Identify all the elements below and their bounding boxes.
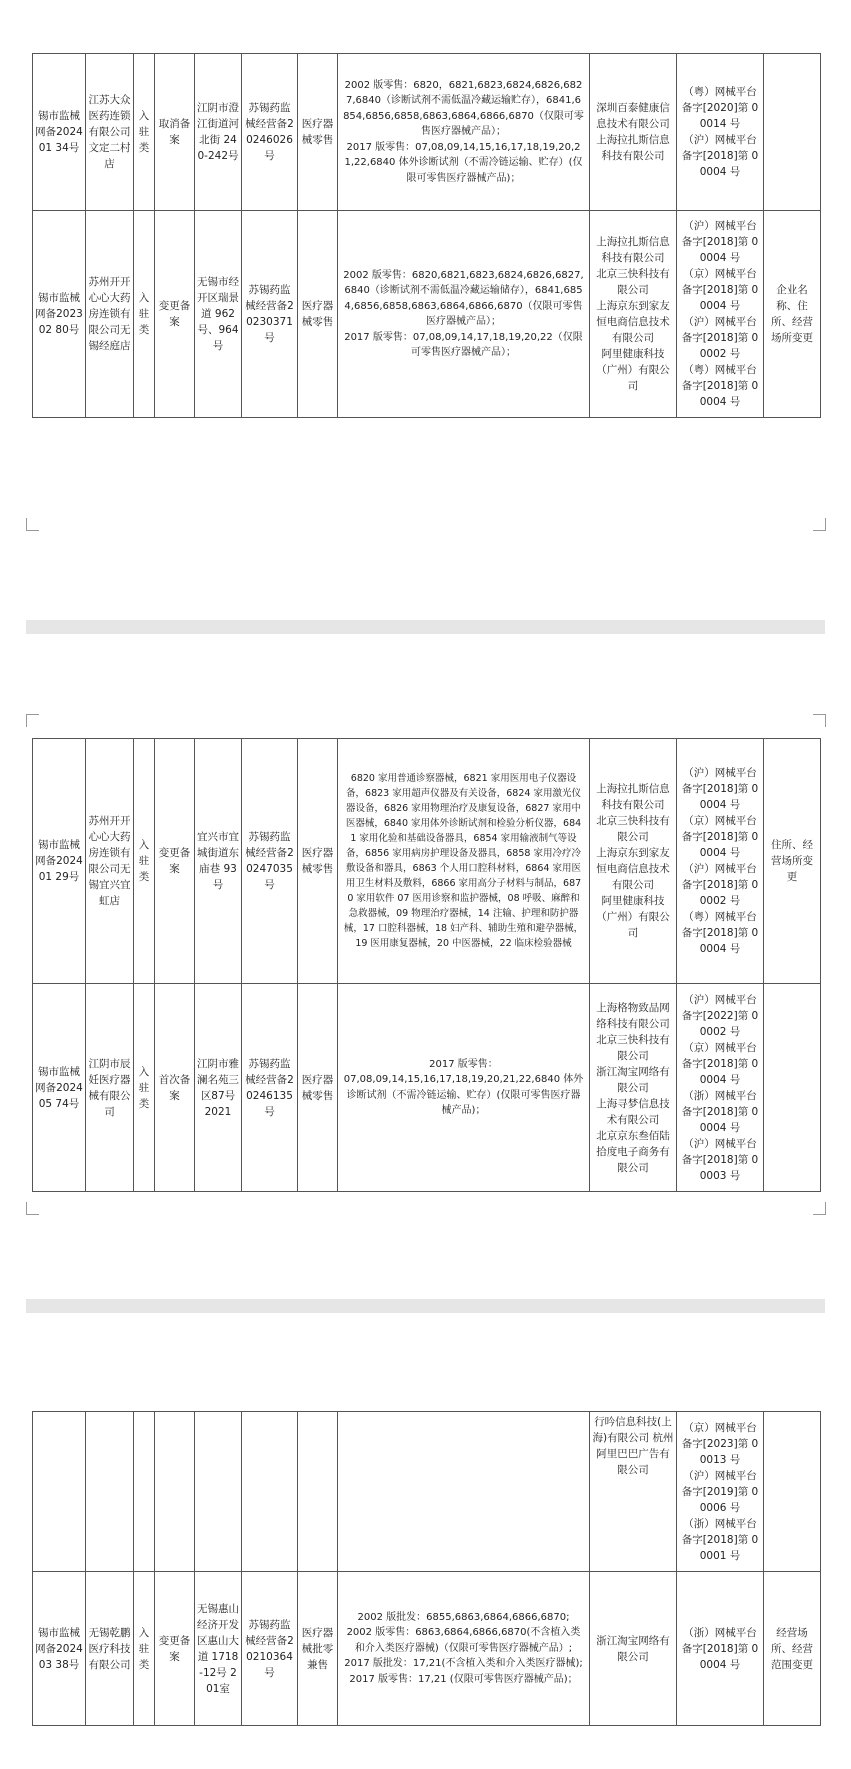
platform-names: 深圳百泰健康信息技术有限公司 上海拉扎斯信息科技有限公司: [590, 54, 677, 211]
platform-records: （京）网械平台备字[2023]第 00013 号 （沪）网械平台备字[2019]第 00006 号 （浙）网械平台备字[2018]第 00001 号: [677, 1412, 764, 1572]
record-number: 锡市监械网备202401 34号: [33, 54, 86, 211]
company-address: 无锡市经开区瑞景道 962号、964号: [195, 211, 242, 418]
license-number: 苏锡药监械经营备20230371号: [242, 211, 298, 418]
business-category: 医疗器械零售: [298, 739, 338, 984]
company-address: 无锡惠山经济开发区惠山大道 1718-12号 201室: [195, 1572, 242, 1726]
table-row: [33, 1412, 821, 1572]
record-action: [155, 1412, 195, 1572]
platform-records: （粤）网械平台备字[2020]第 00014 号 （沪）网械平台备字[2018]第 00004 号: [677, 54, 764, 211]
platform-records: （浙）网械平台备字[2018]第 00004 号: [677, 1572, 764, 1726]
record-number: 锡市监械网备202302 80号: [33, 211, 86, 418]
change-note: [764, 54, 821, 211]
table-row: [33, 211, 821, 418]
company-name: 无锡乾鹏医疗科技有限公司: [86, 1572, 134, 1726]
company-name: 江苏大众医药连锁有限公司文定二村店: [86, 54, 134, 211]
company-address: 江阴市澄江街道河北街 240-242号: [195, 54, 242, 211]
record-table: [32, 1411, 821, 1726]
license-number: 苏锡药监械经营备20246026号: [242, 54, 298, 211]
record-table: [32, 53, 821, 418]
business-scope: 2002 版零售：6820，6821,6823,6824,6826,6827,6840（诊断试剂不需低温冷藏运输贮存），6841,6854,6856,6858,6863,6864,6866,6870（仅限可零售医疗器械产品）； 2017 版零售：07,08,09,14,15,16,17,18,19,20,21,22,6840 体外诊断试剂（不需冷链运输、贮存）(仅限可零售医疗器械产品)；: [338, 54, 590, 211]
company-name: 苏州开开心心大药房连锁有限公司无锡经庭店: [86, 211, 134, 418]
business-category: 医疗器械零售: [298, 54, 338, 211]
crop-mark: [26, 518, 39, 531]
crop-mark: [813, 714, 826, 727]
business-category: 医疗器械批零兼售: [298, 1572, 338, 1726]
platform-names: 浙江淘宝网络有限公司: [590, 1572, 677, 1726]
page-separator: [26, 1299, 825, 1313]
license-number: 苏锡药监械经营备20247035号: [242, 739, 298, 984]
platform-records: （沪）网械平台备字[2022]第 00002 号 （京）网械平台备字[2018]第 00004 号 （浙）网械平台备字[2018]第 00004 号 （沪）网械平台备字[2018]第 00003 号: [677, 984, 764, 1192]
business-scope: 2002 版批发：6855,6863,6864,6866,6870; 2002 版零售：6863,6864,6866,6870(不含植入类和介入类医疗器械)（仅限可零售医疗器械产品）; 2017 版批发：17,21(不含植入类和介入类医疗器械); 2017 版零售：17,21 (仅限可零售医疗器械产品)；: [338, 1572, 590, 1726]
change-note: [764, 984, 821, 1192]
business-scope: 6820 家用普通诊察器械，6821 家用医用电子仪器设备，6823 家用超声仪器及有关设备，6824 家用激光仪器设备，6826 家用物理治疗及康复设备，6827 家用中医器械，6840 家用体外诊断试剂和检验分析仪器，6841 家用化验和基础设备器具，6854 家用输液制气等设备，6856 家用病房护理设备及器具，6858 家用冷疗冷敷设备和器具，6863 个人用口腔科材料，6864 家用医用卫生材料及敷料，6866 家用高分子材料与制品，6870 家用软件 07 医用诊察和监护器械，08 呼吸、麻醉和急救器械，09 物理治疗器械，14 注输、护理和防护器械，17 口腔科器械，18 妇产科、辅助生殖和避孕器械，19 医用康复器械，20 中医器械，22 临床检验器械: [338, 739, 590, 984]
record-action: 变更备案: [155, 739, 195, 984]
business-category: [298, 1412, 338, 1572]
table-row: [33, 739, 821, 984]
record-number: 锡市监械网备202401 29号: [33, 739, 86, 984]
business-category: 医疗器械零售: [298, 211, 338, 418]
record-type: 入驻类: [134, 54, 155, 211]
license-number: [242, 1412, 298, 1572]
business-category: 医疗器械零售: [298, 984, 338, 1192]
business-scope: [338, 1412, 590, 1572]
license-number: 苏锡药监械经营备20246135号: [242, 984, 298, 1192]
table-row: [33, 984, 821, 1192]
table-row: [33, 1572, 821, 1726]
platform-records: （沪）网械平台备字[2018]第 00004 号 （京）网械平台备字[2018]第 00004 号 （沪）网械平台备字[2018]第 00002 号 （粤）网械平台备字[2018]第 00004 号: [677, 739, 764, 984]
record-type: 入驻类: [134, 1572, 155, 1726]
page-separator: [26, 620, 825, 634]
crop-mark: [26, 1202, 39, 1215]
record-action: 取消备案: [155, 54, 195, 211]
change-note: [764, 1412, 821, 1572]
page-3: [0, 1313, 851, 1769]
crop-mark: [26, 714, 39, 727]
platform-names: 上海拉扎斯信息科技有限公司 北京三快科技有限公司 上海京东到家友恒电商信息技术有限公司 阿里健康科技（广州）有限公司: [590, 211, 677, 418]
record-action: 首次备案: [155, 984, 195, 1192]
business-scope: 2002 版零售：6820,6821,6823,6824,6826,6827,6840（诊断试剂不需低温冷藏运输储存），6841,6854,6856,6858,6863,6864,6866,6870（仅限可零售医疗器械产品）； 2017 版零售：07,08,09,14,17,18,19,20,22（仅限可零售医疗器械产品）；: [338, 211, 590, 418]
crop-mark: [813, 1202, 826, 1215]
change-note: 经营场所、经营范围变更: [764, 1572, 821, 1726]
record-number: 锡市监械网备202403 38号: [33, 1572, 86, 1726]
record-action: 变更备案: [155, 211, 195, 418]
crop-mark: [813, 518, 826, 531]
record-number: 锡市监械网备202405 74号: [33, 984, 86, 1192]
record-number: [33, 1412, 86, 1572]
record-type: 入驻类: [134, 984, 155, 1192]
company-address: 江阴市雅澜名苑三区87号 2021: [195, 984, 242, 1192]
company-address: 宜兴市宜城街道东庙巷 93号: [195, 739, 242, 984]
platform-names: 上海格物致品网络科技有限公司 北京三快科技有限公司 浙江淘宝网络有限公司 上海寻梦信息技术有限公司 北京京东叁佰陆拾度电子商务有限公司: [590, 984, 677, 1192]
company-name: [86, 1412, 134, 1572]
platform-names: 行吟信息科技(上海)有限公司 杭州阿里巴巴广告有限公司: [590, 1412, 677, 1572]
company-name: 苏州开开心心大药房连锁有限公司无锡宜兴宜虹店: [86, 739, 134, 984]
page-2: [0, 634, 851, 1299]
platform-records: （沪）网械平台备字[2018]第 00004 号 （京）网械平台备字[2018]第 00004 号 （沪）网械平台备字[2018]第 00002 号 （粤）网械平台备字[2018]第 00004 号: [677, 211, 764, 418]
page-1: [0, 0, 851, 620]
platform-names: 上海拉扎斯信息科技有限公司 北京三快科技有限公司 上海京东到家友恒电商信息技术有限公司 阿里健康科技（广州）有限公司: [590, 739, 677, 984]
table-row: [33, 54, 821, 211]
business-scope: 2017 版零售： 07,08,09,14,15,16,17,18,19,20,21,22,6840 体外诊断试剂（不需冷链运输、贮存）(仅限可零售医疗器械产品)；: [338, 984, 590, 1192]
company-address: [195, 1412, 242, 1572]
change-note: 住所、经营场所变更: [764, 739, 821, 984]
change-note: 企业名称、住所、经营场所变更: [764, 211, 821, 418]
record-type: [134, 1412, 155, 1572]
company-name: 江阴市辰妊医疗器械有限公司: [86, 984, 134, 1192]
license-number: 苏锡药监械经营备20210364号: [242, 1572, 298, 1726]
record-action: 变更备案: [155, 1572, 195, 1726]
record-table: [32, 738, 821, 1192]
record-type: 入驻类: [134, 211, 155, 418]
record-type: 入驻类: [134, 739, 155, 984]
